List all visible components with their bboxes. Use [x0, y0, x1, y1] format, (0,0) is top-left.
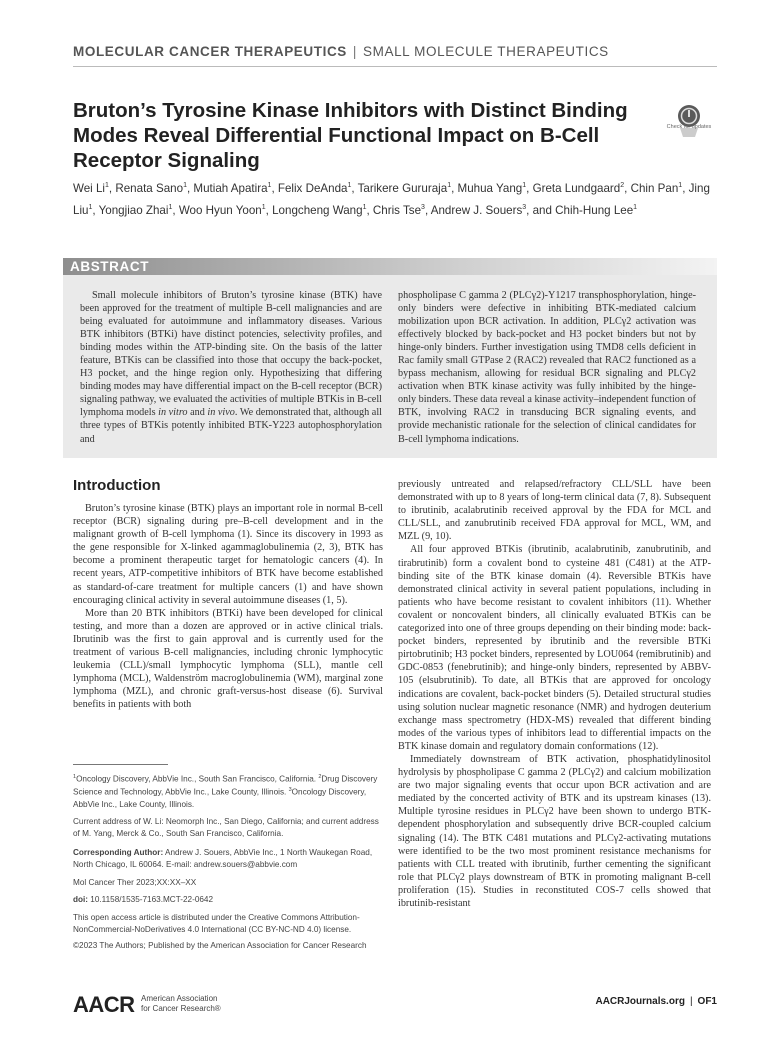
abstract-right-column: [398, 289, 696, 446]
abstract-banner: [63, 258, 717, 275]
corresponding-author: [73, 847, 383, 870]
abstract-text-right: phospholipase C gamma 2 (PLCγ2)-Y1217 transphosphorylation, hinge-only binders were defective in inhibiting BTK-mediated calcium mobilization upon BCR activation. In addition, PLCγ2 activation was effectively blocked by back-pocket and H3 pocket binders but not by hinge-only binders. Further investigation using TMD8 cells deficient in Rac family small GTPase 2 (RAC2) revealed that RAC2 functioned as a bypass mechanism, allowing for residual BCR signaling and PLCγ2 activation when BTK kinase activity was fully inhibited by the hinge-only binders. These data reveal a kinase activity–independent function of BTK, involving RAC2 in transducing BCR signaling events, and provide mechanistic rationale for the selection of clinical candidates for B-cell lymphoma indications.: [398, 290, 696, 445]
check-for-updates-label: Check for updates: [666, 124, 712, 130]
footer-separator: |: [689, 996, 693, 1007]
header-separator: |: [352, 44, 358, 59]
author-list: Wei Li$^1$, Renata Sano$^1$, Mutiah Apatira$^1$, Felix DeAnda$^1$, Tarikere Gururaja$^1$, Muhua Yang$^1$, Greta Lundgaard$^2$, Chin Pan$^1$, Jing Liu$^1$, Yongjiao Zhai$^1$, Woo Hyun Yoon$^1$, Longcheng Wang$^1$, Chris Tse$^3$, Andrew J. Souers$^3$, and Chih-Hung Lee$^1$: [73, 181, 710, 217]
introduction-heading: Introduction: [73, 477, 161, 494]
intro-paragraph-2: More than 20 BTK inhibitors (BTKi) have been developed for clinical testing, and more than a dozen are approved or in active clinical trials. Ibrutinib was the first to gain approval and is currently used for the treatment of various B-cell malignancies, including chronic lymphocytic leukemia (CLL)/small lymphocytic lymphoma (SLL), mantle cell lymphoma (MCL), Waldenström macroglobulinemia (WM), marginal zone lymphoma (MZL), and chronic graft-versus-host disease (6). Survival benefits in patients with both: [73, 607, 383, 711]
journal-site-link[interactable]: AACRJournals.org: [595, 996, 685, 1007]
corresponding-author-label: Corresponding Author:: [73, 848, 164, 857]
doi-label: doi:: [73, 895, 89, 904]
article-title: Bruton’s Tyrosine Kinase Inhibitors with Distinct Binding Modes Reveal Differential Functional Impact on B-Cell Receptor Signaling: [73, 99, 628, 172]
intro-paragraph-1: Bruton’s tyrosine kinase (BTK) plays an important role in normal B-cell receptor (BCR) signaling during pre–B-cell development and in the malignant growth of B-cell lymphoma (1). Since its discovery in 1993 as the gene responsible for X-linked agammaglobulinemia (2, 3), BTK has become a prominent therapeutic target for hematologic cancers (4). In recent years, ATP-competitive inhibitors of BTK have become established as standard-of-care treatment for multiple cancers (1) and have shown encouraging clinical activity in several autoimmune diseases (1, 5).: [73, 503, 383, 606]
license-statement: This open access article is distributed under the Creative Commons Attribution-NonCommercial-NoDerivatives 4.0 International (CC BY-NC-ND 4.0) license.: [73, 913, 360, 934]
doi-line: [73, 894, 383, 906]
abstract-heading: ABSTRACT: [70, 259, 150, 274]
intro-paragraph-3: previously untreated and relapsed/refractory CLL/SLL have been demonstrated with up to 8 years of long-term clinical data (7, 8). Subsequent to ibrutinib, acalabrutinib received approval by the FDA for MCL and CLL/SLL, and zanubrutinib received FDA approval for MCL, WM, and MZL (9, 10).: [398, 479, 711, 543]
doi-link[interactable]: 10.1158/1535-7163.MCT-22-0642: [88, 895, 214, 904]
abstract-left-column: [80, 289, 382, 446]
page-footer: [595, 996, 717, 1007]
affiliations: $^1$Oncology Discovery, AbbVie Inc., South San Francisco, California. $^2$Drug Discovery Science and Technology, AbbVie Inc., Lake County, Illinois. $^3$Oncology Discovery, AbbVie Inc., Lake County, Illinois.: [73, 774, 378, 809]
corresponding-author-text: Andrew J. Souers, AbbVie Inc., 1 North Waukegan Road, North Chicago, IL 60064. E-mail: andrew.souers@abbvie.com: [73, 848, 373, 869]
intro-paragraph-5: Immediately downstream of BTK activation, phosphatidylinositol hydrolysis by phospholipase C gamma 2 (PLCγ2) and calcium mobilization are two major signaling events that occur upon BCR activation and are mediated by the concerted activity of BTK and its upstream kinases (13). Multiple tyrosine residues in PLCγ2 have been shown to undergo BTK-dependent phosphorylation and subsequently drive BCR-coupled calcium signaling (14). The BTK C481 mutations and PLCγ2-activating mutations were identified to be the two most prominent resistance mechanisms for patients with CLL treated with ibrutinib, further cementing the significant role that PLCγ2 plays downstream of BTK in promoting malignant B-cell proliferation (15). Studies in reconstituted COS-7 cells showed that ibrutinib-resistant: [398, 753, 711, 909]
check-for-updates-icon: [672, 104, 706, 138]
footnote-rule: [73, 764, 168, 765]
running-header: [73, 44, 609, 59]
aacr-logo: AACR: [73, 992, 135, 1017]
abstract-text-left: Small molecule inhibitors of Bruton’s tyrosine kinase (BTK) have been approved for the treatment of multiple B-cell malignancies and are being evaluated for autoimmune and inflammatory diseases. Various BTK inhibitors (BTKi) have distinct potencies, selectivity profiles, and binding modes within the ATP-binding site. On the basis of the latter feature, BTKis can be classified into those that occupy the back-pocket, H3 pocket, and the hinge region only. Hypothesizing that differing binding modes may have differential impact on the B-cell receptor (BCR) signaling pathway, we evaluated the activities of multiple BTKis in B-cell lymphoma models in vitro and in vivo. We demonstrated that, although all three types of BTKis potently inhibited BTK-Y223 autophosphorylation and: [80, 290, 382, 445]
intro-left-column: [73, 502, 383, 712]
section-name: SMALL MOLECULE THERAPEUTICS: [363, 44, 609, 59]
aacr-logo-text: [141, 994, 221, 1014]
page-number: OF1: [697, 996, 717, 1007]
current-addresses: Current address of W. Li: Neomorph Inc., San Diego, California; and current address of M. Yang, Merck & Co., South San Francisco, California.: [73, 817, 379, 838]
journal-name: MOLECULAR CANCER THERAPEUTICS: [73, 44, 347, 59]
header-rule: [73, 66, 717, 67]
logo-line-1: American Association: [141, 994, 218, 1003]
intro-paragraph-4: All four approved BTKis (ibrutinib, acalabrutinib, zanubrutinib, and tirabrutinib) form a covalent bond to cysteine 481 (C481) at the ATP-binding site of the BTK kinase domain (4). Reversible BTKis have demonstrated clinical activity in several patient populations, including in patients who have become resistant to covalent inhibitors (11). Whether covalent or noncovalent binders, all clinically evaluated BTKis can be categorized into one of three groups depending on their binding mode: back-pocket binders, represented by ibrutinib and the reversible BTKi pirtobrutinib; H3 pocket binders, represented by LOU064 (remibrutinib) and GDC-0853 (fenebrutinib); and hinge-only binders, represented by ABBV-105 (elsubrutinib). To date, all BTKis that are approved for oncology indications are covalent, back-pocket binders (5). Detailed structural studies using solution nuclear magnetic resonance (NMR) and hydrogen deuterium exchange mass spectrometry (HDX-MS) revealed that different binding modes of the various types of inhibitors lead to differential impacts on the BTK kinase domain and regulatory domain conformations (12).: [398, 544, 711, 752]
logo-line-2: for Cancer Research®: [141, 1004, 221, 1013]
citation-line: Mol Cancer Ther 2023;XX:XX–XX: [73, 878, 197, 887]
intro-right-column: [398, 478, 711, 910]
copyright-statement: ©2023 The Authors; Published by the American Association for Cancer Research: [73, 941, 367, 950]
